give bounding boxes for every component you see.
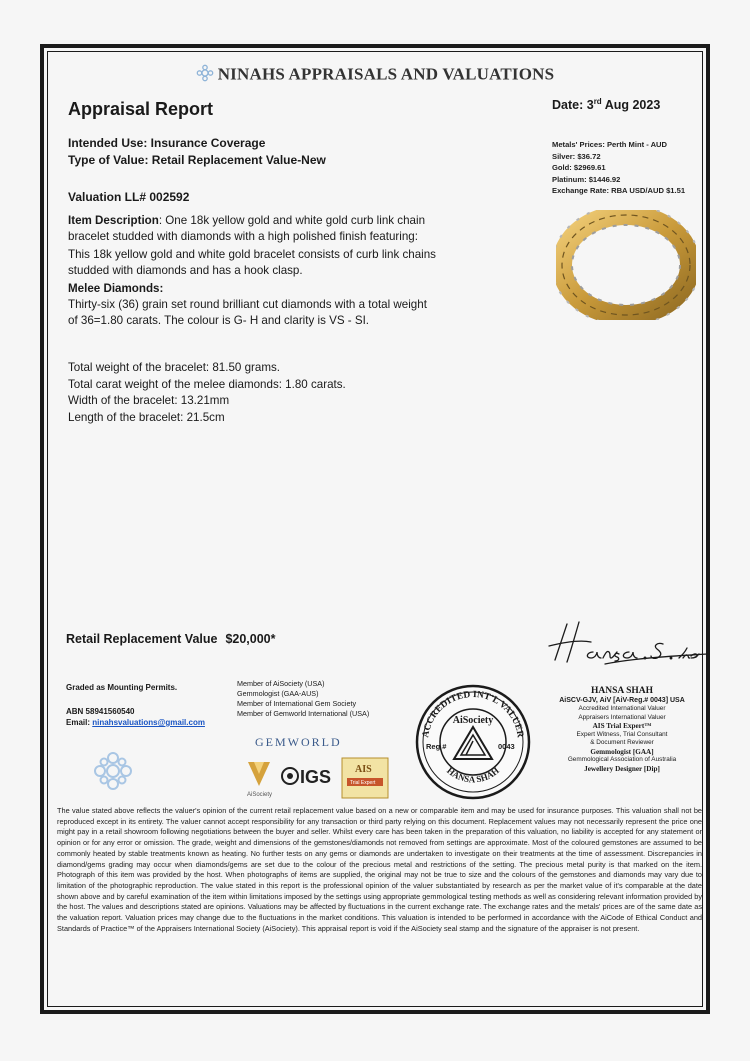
appraiser-line-1: Accredited International Valuer — [578, 705, 666, 712]
retail-value-amount: $20,000* — [225, 632, 276, 646]
report-date: Date: 3rd Aug 2023 — [552, 97, 661, 113]
intended-use-block — [68, 135, 326, 169]
membership-aisociety: Member of AiSociety (USA) — [237, 679, 325, 688]
report-title: Appraisal Report — [68, 99, 214, 119]
valuation-id: Valuation LL# 002592 — [68, 190, 190, 204]
membership-gaa: Gemmologist (GAA-AUS) — [237, 689, 319, 698]
svg-text:Reg #: Reg # — [426, 742, 447, 751]
membership-gemworld: Member of Gemworld International (USA) — [237, 709, 370, 718]
contact-block — [66, 706, 205, 728]
affiliation-logos — [244, 756, 394, 805]
appraiser-designer: Jewellery Designer [Dip] — [584, 764, 660, 773]
appraiser-line-4: & Document Reviewer — [590, 739, 654, 746]
graded-note: Graded as Mounting Permits. — [66, 683, 178, 692]
spec-length: Length of the bracelet: 21.5cm — [68, 410, 225, 424]
melee-text: Thirty-six (36) grain set round brilliant cut diamonds with a total weight of 36=1.80 carats. The colour is G- H and clarity is VS - SI. — [68, 298, 427, 327]
company-name: NINAHS APPRAISALS AND VALUATIONS — [217, 64, 555, 84]
appraiser-credentials-line: AiSCV-GJV, AiV [AiV-Reg.# 0043] USA — [559, 696, 685, 704]
metals-source: Metals' Prices: Perth Mint - AUD — [552, 140, 668, 149]
gemworld-logo: GEMWORLD — [255, 735, 342, 749]
spec-carat-weight: Total carat weight of the melee diamonds: 1.80 carats. — [68, 377, 346, 391]
igs-logo-icon — [282, 767, 331, 787]
item-description-text: : One 18k yellow gold and white gold curb link chain bracelet studded with diamonds with a high polished finish featuring: — [68, 214, 426, 243]
accredited-valuer-seal — [414, 683, 532, 806]
appraiser-line-2: Appraisers International Valuer — [578, 713, 666, 721]
appraiser-gaa: Gemmologist [GAA] — [590, 747, 654, 756]
platinum-price: Platinum: $1446.92 — [552, 174, 621, 184]
item-description — [68, 213, 438, 331]
disclaimer-text: The value stated above reflects the valuer's opinion of the current retail replacement value based on a new or comparable item and may be used for insurance purposes. This valuation shall not be reproduced except in its entirety. The valuer cannot accept responsibility for any transaction or third party relying on this document. Replacement values may not necessarily represent the price one might pay in a retail showroom following negotiations between the buyer and seller. Whilst every care has been taken in the preparation of this valuation, no liability is accepted for any statement or opinion or for any error or omission. The grade, weight and dimensions of the gemstones/diamonds not removed from settings are approximate. Most of the coloured gemstones are assumed to be commonly heated by stable treatments known as heating. No further tests on any gems or diamonds are undertaken to investigate on their treatments at the time of assessment. Discrepancies in diamond/gems grading may occur when diamonds/gems are set due to the colour of the precious metal and restrictions of the setting. The precious metal purity is that marked on the item. Photograph of this item was provided by the host. When photographs of items are supplied, the original may not be true to size and the colours of the gemstones and diamonds may vary due to limitation of the photographic reproduction. The value stated in this report is the professional opinion of the valuer substantiated by research as per the market value of it's comparable at the date shown above and by careful examination of the item within limitations imposed by the settings using appropriate gemmological testing methods as well as considering relevant information provided by the host. The values and descriptions stated are opinions. Valuations may be affected by fluctuations in the current exchange rate. The exchange rates and the metals' prices are of the same date as the valuation report. Valuation prices may change due to the fluctuations in the market conditions. This valuation is intended to be performed in accordance with the AiCode of Ethical Conduct and Standards of Practice™ of the Appraisers International Society (AiSociety). This appraisal report is void if the AiSociety seal stamp and the signature of the appraiser is not present. — [57, 806, 702, 933]
appraiser-gaa-full: Gemmological Association of Australia — [567, 756, 677, 763]
spec-width: Width of the bracelet: 13.21mm — [68, 394, 230, 407]
intended-use: Intended Use: Insurance Coverage — [68, 136, 266, 150]
email-line: Email: ninahsvaluations@gmail.com — [66, 718, 205, 727]
gold-price: Gold: $2969.61 — [552, 163, 606, 172]
item-detail: This 18k yellow gold and white gold bracelet consists of curb link chains studded with diamonds and has a hook clasp. — [68, 248, 436, 277]
retail-value — [66, 632, 276, 646]
bracelet-photo — [556, 210, 696, 325]
appraiser-line-3: Expert Witness, Trial Consultant — [576, 730, 668, 738]
melee-label: Melee Diamonds: — [68, 282, 164, 295]
svg-text:HANSA SHAH: HANSA SHAH — [445, 765, 501, 785]
svg-text:AiSociety: AiSociety — [247, 792, 273, 798]
appraiser-ais: AIS Trial Expert™ — [592, 722, 652, 730]
spec-total-weight: Total weight of the bracelet: 81.50 grams. — [68, 361, 281, 374]
appraiser-credentials — [542, 687, 702, 773]
specs-list — [68, 360, 346, 426]
svg-text:AIS: AIS — [355, 764, 372, 775]
exchange-rate: Exchange Rate: RBA USD/AUD $1.51 — [552, 186, 686, 195]
type-of-value: Type of Value: Retail Replacement Value-New — [68, 153, 326, 167]
svg-text:IGS: IGS — [300, 767, 332, 787]
membership-igs: Member of International Gem Society — [237, 699, 357, 708]
memberships-list — [237, 679, 369, 719]
flower-logo-icon — [90, 748, 136, 799]
email-link[interactable]: ninahsvaluations@gmail.com — [92, 718, 205, 727]
svg-text:Trial Expert: Trial Expert — [350, 780, 376, 786]
company-header — [0, 64, 750, 87]
aisociety-logo-icon — [247, 762, 272, 798]
abn-number: ABN 58941560540 — [66, 707, 135, 716]
svg-text:ACCREDITED INT'L VALUER: ACCREDITED INT'L VALUER — [421, 689, 525, 739]
metals-prices — [552, 139, 685, 197]
retail-value-label: Retail Replacement Value — [66, 632, 218, 646]
appraiser-name: HANSA SHAH — [590, 686, 654, 696]
ais-badge-icon — [342, 758, 388, 798]
item-description-label: Item Description — [68, 214, 159, 227]
svg-text:0043: 0043 — [498, 742, 515, 751]
silver-price: Silver: $36.72 — [552, 151, 601, 161]
svg-text:AiSociety: AiSociety — [452, 715, 494, 726]
appraiser-signature — [545, 618, 710, 673]
diamond-logo-icon — [196, 64, 214, 87]
